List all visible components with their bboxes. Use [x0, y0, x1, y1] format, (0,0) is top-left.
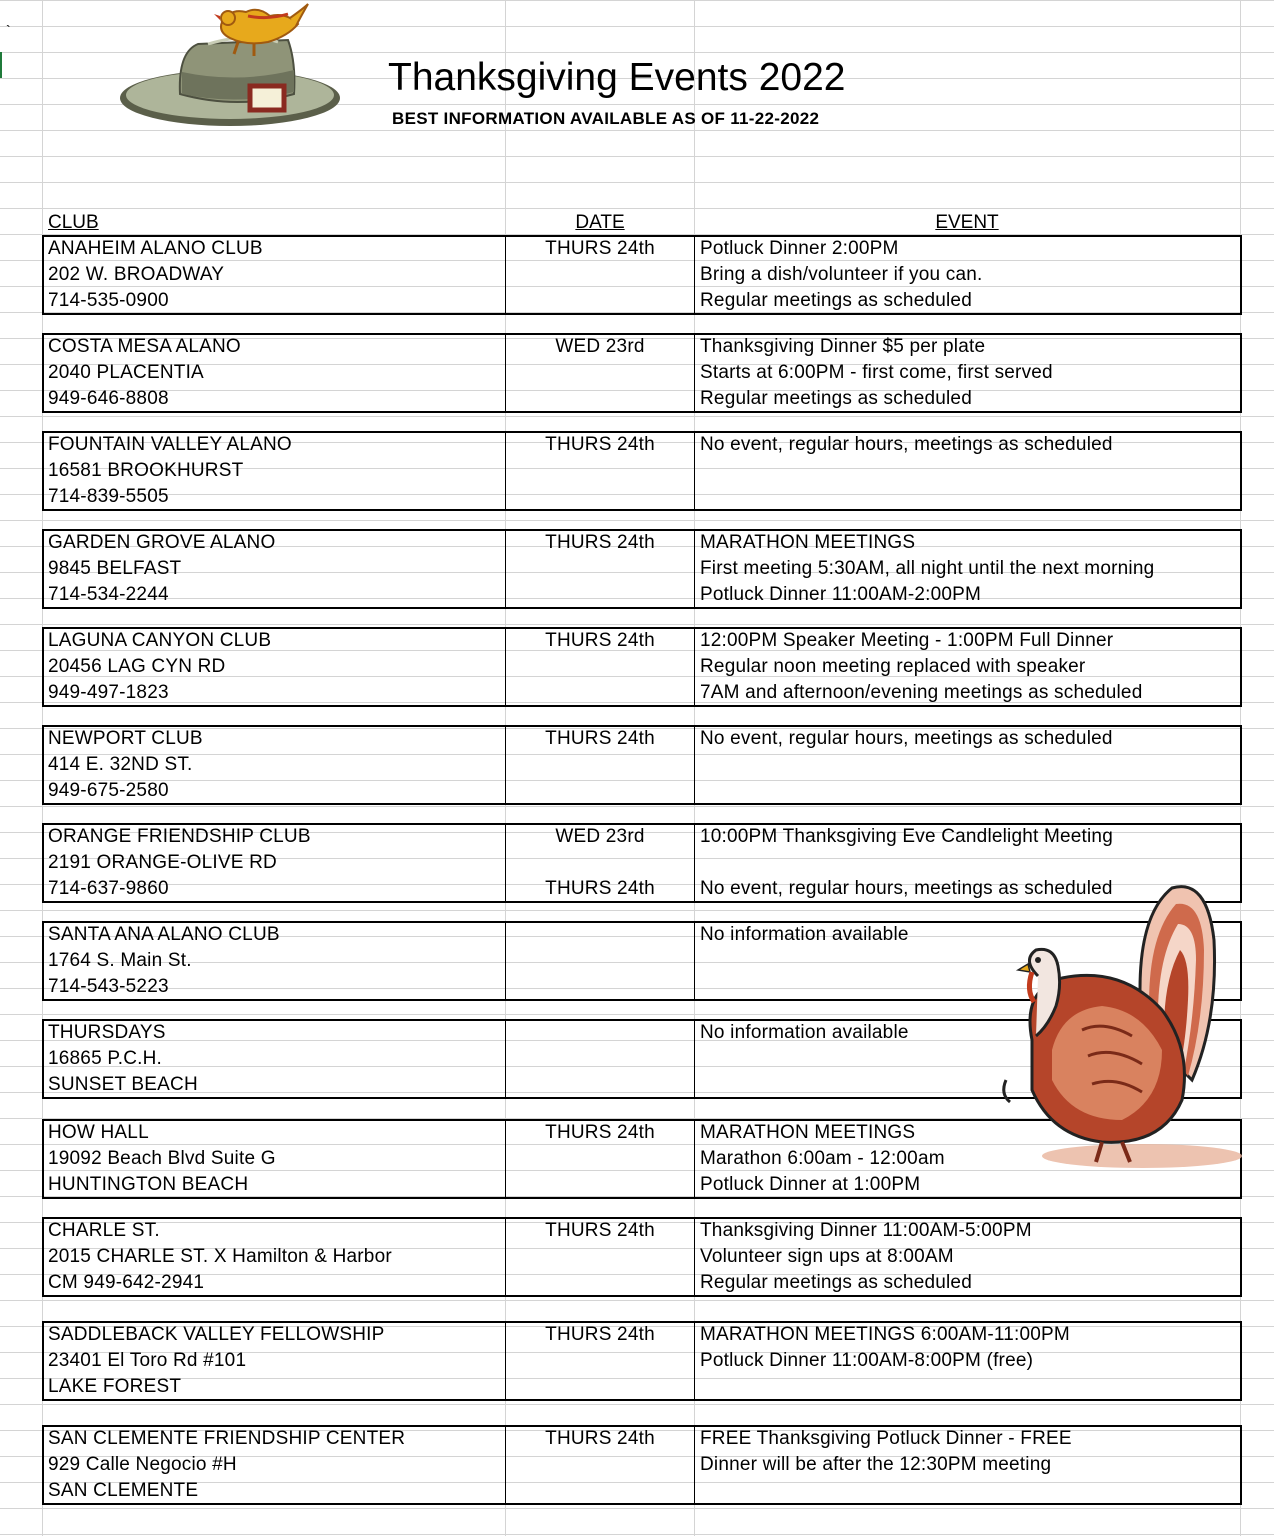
club-cell-line: 9845 BELFAST	[48, 558, 182, 579]
event-cell-line: Potluck Dinner 2:00PM	[700, 238, 899, 259]
club-cell-line: SAN CLEMENTE	[48, 1480, 199, 1501]
corner-mark: `	[6, 22, 11, 38]
club-cell-line: SUNSET BEACH	[48, 1074, 198, 1095]
date-cell-line: THURS 24th	[545, 630, 655, 651]
club-cell-line: 714-543-5223	[48, 976, 169, 997]
event-cell-line: 7AM and afternoon/evening meetings as scheduled	[700, 682, 1143, 703]
club-cell-line: 714-637-9860	[48, 878, 169, 899]
date-cell-line: THURS 24th	[545, 1428, 655, 1449]
date-cell-line: THURS 24th	[545, 1324, 655, 1345]
event-cell-line: 10:00PM Thanksgiving Eve Candlelight Meeting	[700, 826, 1113, 847]
club-cell-line: 949-675-2580	[48, 780, 169, 801]
pilgrim-hat-with-bird-icon	[118, 2, 348, 130]
event-cell-line: Bring a dish/volunteer if you can.	[700, 264, 983, 285]
club-cell-line: 20456 LAG CYN RD	[48, 656, 226, 677]
club-cell-line: 2191 ORANGE-OLIVE RD	[48, 852, 277, 873]
header-date: DATE	[575, 212, 625, 233]
club-cell-line: 714-839-5505	[48, 486, 169, 507]
club-cell-line: 929 Calle Negocio #H	[48, 1454, 237, 1475]
club-cell-line: 19092 Beach Blvd Suite G	[48, 1148, 276, 1169]
event-cell-line: Potluck Dinner 11:00AM-2:00PM	[700, 584, 982, 605]
event-cell-line: FREE Thanksgiving Potluck Dinner - FREE	[700, 1428, 1072, 1449]
club-cell-line: LAKE FOREST	[48, 1376, 182, 1397]
club-cell-line: NEWPORT CLUB	[48, 728, 203, 749]
club-cell-line: LAGUNA CANYON CLUB	[48, 630, 272, 651]
column-divider	[694, 1019, 695, 1099]
club-cell-line: SANTA ANA ALANO CLUB	[48, 924, 280, 945]
column-divider	[505, 1019, 506, 1099]
event-cell-line: No event, regular hours, meetings as scheduled	[700, 434, 1113, 455]
event-cell-line: Thanksgiving Dinner 11:00AM-5:00PM	[700, 1220, 1032, 1241]
club-cell-line: 2015 CHARLE ST. X Hamilton & Harbor	[48, 1246, 392, 1267]
event-cell-line: Marathon 6:00am - 12:00am	[700, 1148, 945, 1169]
date-cell-line: THURS 24th	[545, 728, 655, 749]
date-cell-line: THURS 24th	[545, 434, 655, 455]
club-cell-line: 414 E. 32ND ST.	[48, 754, 193, 775]
club-cell-line: GARDEN GROVE ALANO	[48, 532, 276, 553]
event-cell-line: No information available	[700, 1022, 909, 1043]
event-cell-line: No event, regular hours, meetings as scheduled	[700, 878, 1113, 899]
event-cell-line: Regular meetings as scheduled	[700, 1272, 972, 1293]
club-cell-line: 714-535-0900	[48, 290, 169, 311]
event-cell-line: Dinner will be after the 12:30PM meeting	[700, 1454, 1052, 1475]
club-cell-line: FOUNTAIN VALLEY ALANO	[48, 434, 292, 455]
club-cell-line: CM 949-642-2941	[48, 1272, 205, 1293]
header-event: EVENT	[935, 212, 999, 233]
club-cell-line: 949-497-1823	[48, 682, 169, 703]
event-cell-line: Thanksgiving Dinner $5 per plate	[700, 336, 986, 357]
event-cell-line: MARATHON MEETINGS	[700, 1122, 916, 1143]
club-cell-line: THURSDAYS	[48, 1022, 166, 1043]
event-cell-line: Potluck Dinner at 1:00PM	[700, 1174, 921, 1195]
club-cell-line: 1764 S. Main St.	[48, 950, 192, 971]
club-cell-line: COSTA MESA ALANO	[48, 336, 241, 357]
event-cell-line: Regular meetings as scheduled	[700, 290, 972, 311]
club-cell-line: 714-534-2244	[48, 584, 169, 605]
club-cell-line: 23401 El Toro Rd #101	[48, 1350, 247, 1371]
event-cell-line: Regular noon meeting replaced with speaker	[700, 656, 1086, 677]
club-cell-line: ANAHEIM ALANO CLUB	[48, 238, 263, 259]
selected-cell-marker	[0, 52, 2, 78]
event-cell-line: Potluck Dinner 11:00AM-8:00PM (free)	[700, 1350, 1034, 1371]
club-cell-line: HUNTINGTON BEACH	[48, 1174, 249, 1195]
column-divider	[694, 921, 695, 1001]
club-cell-line: HOW HALL	[48, 1122, 149, 1143]
event-cell-line: First meeting 5:30AM, all night until the next morning	[700, 558, 1155, 579]
event-cell-line: No event, regular hours, meetings as scheduled	[700, 728, 1113, 749]
event-cell-line: No information available	[700, 924, 909, 945]
turkey-icon	[992, 880, 1244, 1170]
page-subtitle: BEST INFORMATION AVAILABLE AS OF 11-22-2022	[392, 109, 820, 128]
date-cell-line: THURS 24th	[545, 1122, 655, 1143]
event-cell-line: 12:00PM Speaker Meeting - 1:00PM Full Dinner	[700, 630, 1114, 651]
date-cell-line: WED 23rd	[555, 336, 645, 357]
club-cell-line: 16581 BROOKHURST	[48, 460, 244, 481]
club-cell-line: 2040 PLACENTIA	[48, 362, 204, 383]
event-cell-line: Volunteer sign ups at 8:00AM	[700, 1246, 954, 1267]
event-cell-line: Starts at 6:00PM - first come, first served	[700, 362, 1053, 383]
event-cell-line: Regular meetings as scheduled	[700, 388, 972, 409]
club-cell-line: CHARLE ST.	[48, 1220, 160, 1241]
date-cell-line: THURS 24th	[545, 1220, 655, 1241]
date-cell-line: THURS 24th	[545, 878, 655, 899]
club-cell-line: ORANGE FRIENDSHIP CLUB	[48, 826, 311, 847]
club-cell-line: SADDLEBACK VALLEY FELLOWSHIP	[48, 1324, 385, 1345]
header-club: CLUB	[48, 212, 99, 233]
date-cell-line: THURS 24th	[545, 238, 655, 259]
page-title: Thanksgiving Events 2022	[388, 56, 846, 99]
event-cell-line: MARATHON MEETINGS 6:00AM-11:00PM	[700, 1324, 1070, 1345]
date-cell-line: THURS 24th	[545, 532, 655, 553]
event-cell-line: MARATHON MEETINGS	[700, 532, 916, 553]
column-divider	[505, 921, 506, 1001]
club-cell-line: SAN CLEMENTE FRIENDSHIP CENTER	[48, 1428, 406, 1449]
club-cell-line: 16865 P.C.H.	[48, 1048, 163, 1069]
date-cell-line: WED 23rd	[555, 826, 645, 847]
club-cell-line: 202 W. BROADWAY	[48, 264, 225, 285]
club-cell-line: 949-646-8808	[48, 388, 169, 409]
